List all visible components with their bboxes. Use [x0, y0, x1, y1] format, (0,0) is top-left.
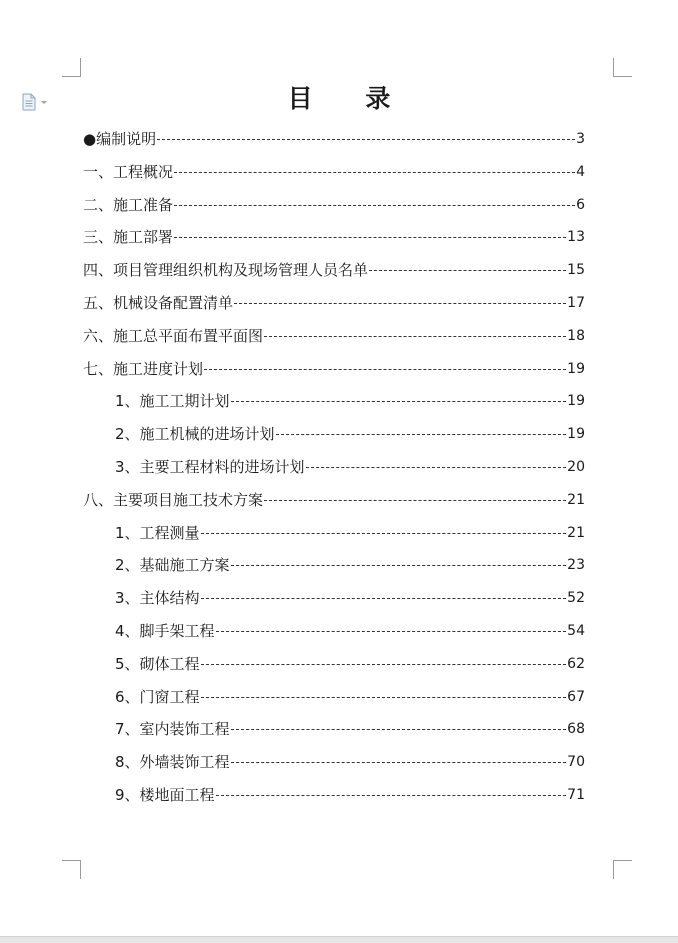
toc-entry-text: 3、主体结构 — [115, 589, 200, 607]
toc-entry-text: 2、施工机械的进场计划 — [115, 425, 275, 443]
toc-entry-text: 一、工程概况 — [83, 163, 174, 181]
toc-entry[interactable] — [83, 293, 585, 313]
toc-entry-page-number: 3 — [576, 131, 585, 147]
toc-entry-page-number: 67 — [567, 689, 585, 705]
toc-entry-page-number: 70 — [567, 754, 585, 770]
toc-entry-text: 三、施工部署 — [83, 228, 174, 246]
toc-entry-text: 5、砌体工程 — [115, 655, 200, 673]
toc-dot-leader — [264, 335, 566, 337]
toc-entry-page-number: 23 — [567, 557, 585, 573]
toc-dot-leader — [369, 269, 566, 271]
toc-dot-leader — [231, 400, 567, 402]
toc-entry-text: 3、主要工程材料的进场计划 — [115, 458, 305, 476]
toc-dot-leader — [157, 138, 575, 140]
toc-entry[interactable] — [83, 227, 585, 247]
toc-entry-page-number: 19 — [567, 393, 585, 409]
toc-entry-text: 8、外墙装饰工程 — [115, 753, 230, 771]
toc-dot-leader — [201, 597, 567, 599]
toc-entry[interactable] — [115, 424, 585, 444]
toc-dot-leader — [231, 728, 567, 730]
toc-dot-leader — [216, 630, 567, 632]
toc-entry-text: 四、项目管理组织机构及现场管理人员名单 — [83, 261, 369, 279]
toc-dot-leader — [174, 236, 566, 238]
toc-entry[interactable] — [83, 326, 585, 346]
toc-entry-page-number: 71 — [567, 787, 585, 803]
toc-entry-text: 9、楼地面工程 — [115, 786, 215, 804]
toc-entry-page-number: 54 — [567, 623, 585, 639]
toc-entry[interactable] — [115, 719, 585, 739]
toc-entry[interactable] — [115, 555, 585, 575]
toc-entry-page-number: 19 — [567, 426, 585, 442]
toc-entry-text: 二、施工准备 — [83, 196, 174, 214]
toc-dot-leader — [234, 302, 566, 304]
toc-entry-text: 6、门窗工程 — [115, 688, 200, 706]
toc-dot-leader — [201, 696, 567, 698]
toc-entry-text: 八、主要项目施工技术方案 — [83, 491, 264, 509]
page-corner-mark-bottom-left — [62, 860, 81, 879]
toc-entry-page-number: 17 — [567, 295, 585, 311]
toc-entry-text: 1、工程测量 — [115, 524, 200, 542]
toc-dot-leader — [306, 466, 567, 468]
toc-dot-leader — [201, 532, 567, 534]
toc-entry-text: 五、机械设备配置清单 — [83, 294, 234, 312]
toc-entry-text: 7、室内装饰工程 — [115, 720, 230, 738]
toc-entry-text: 2、基础施工方案 — [115, 556, 230, 574]
toc-entry-page-number: 21 — [567, 525, 585, 541]
page-corner-mark-bottom-right — [613, 860, 632, 879]
toc-entry-page-number: 20 — [567, 459, 585, 475]
toc-entry[interactable] — [83, 260, 585, 280]
toc-entry-text: ●编制说明 — [83, 130, 157, 148]
toc-entry[interactable] — [83, 129, 585, 149]
toc-entry[interactable] — [115, 654, 585, 674]
toc-entry-page-number: 68 — [567, 721, 585, 737]
toc-entry[interactable] — [115, 752, 585, 772]
toc-dot-leader — [264, 499, 566, 501]
page-corner-mark-top-left — [62, 58, 81, 77]
toc-dot-leader — [231, 761, 567, 763]
toc-entry-page-number: 62 — [567, 656, 585, 672]
toc-entry[interactable] — [83, 162, 585, 182]
toc-entry-page-number: 19 — [567, 361, 585, 377]
toc-entry-page-number: 15 — [567, 262, 585, 278]
toc-entry-page-number: 6 — [576, 197, 585, 213]
toc-entry[interactable] — [115, 588, 585, 608]
toc-entry-page-number: 21 — [567, 492, 585, 508]
page-corner-mark-top-right — [613, 58, 632, 77]
toc-entry[interactable] — [115, 785, 585, 805]
toc-entry-page-number: 52 — [567, 590, 585, 606]
toc-entry[interactable] — [83, 359, 585, 379]
toc-entry[interactable] — [115, 457, 585, 477]
toc-entry-text: 1、施工工期计划 — [115, 392, 230, 410]
toc-entry-text: 4、脚手架工程 — [115, 622, 215, 640]
toc-entry-text: 六、施工总平面布置平面图 — [83, 327, 264, 345]
toc-entry[interactable] — [115, 523, 585, 543]
toc-entry-page-number: 18 — [567, 328, 585, 344]
toc-entry[interactable] — [83, 490, 585, 510]
toc-dot-leader — [231, 564, 567, 566]
toc-entry[interactable] — [115, 687, 585, 707]
toc-entry-page-number: 13 — [567, 229, 585, 245]
toc-entry-text: 七、施工进度计划 — [83, 360, 204, 378]
toc-entry[interactable] — [115, 621, 585, 641]
toc-dot-leader — [174, 171, 575, 173]
toc-entry-page-number: 4 — [576, 164, 585, 180]
toc-entry[interactable] — [115, 391, 585, 411]
toc-dot-leader — [204, 368, 566, 370]
toc-dot-leader — [201, 663, 567, 665]
toc-title: 目 录 — [287, 84, 413, 113]
toc-dot-leader — [276, 433, 567, 435]
toc-entry[interactable] — [83, 195, 585, 215]
toc-dot-leader — [174, 204, 575, 206]
toc-dot-leader — [216, 794, 567, 796]
